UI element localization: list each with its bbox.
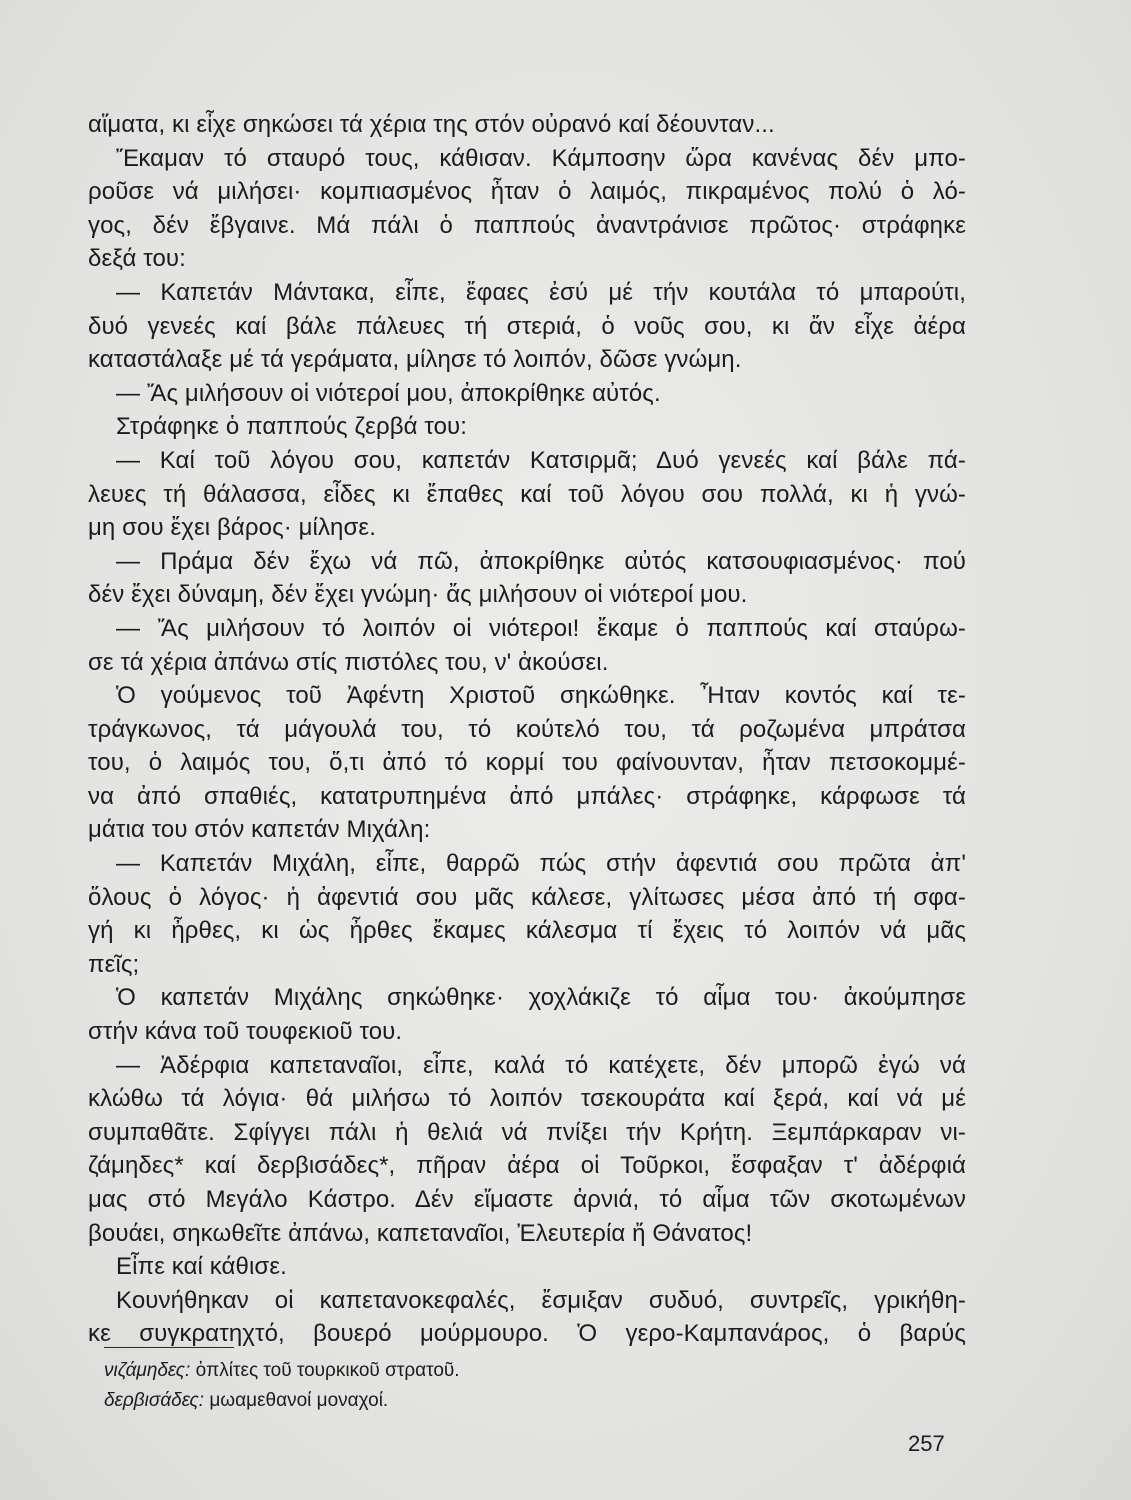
footnote-term: δερβισάδες: [104,1390,205,1411]
footnote [104,1386,804,1416]
text-line: βουάει, σηκωθεῖτε ἀπάνω, καπεταναῖοι, Ἐλευτερία ἤ Θάνατος! [88,1219,753,1247]
text-line: ζάμηδες* καί δερβισάδες*, πῆραν ἀέρα οἱ Τοῦρκοι, ἔσφαξαν τ' ἀδέρφιά [88,1152,966,1180]
text-line: γή κι ἦρθες, κι ὡς ἦρθες ἔκαμες κάλεσμα τί ἔχεις τό λοιπόν νά μᾶς [88,917,966,945]
footnotes [104,1356,804,1416]
text-line: πεῖς; [88,950,140,978]
text-line: ροῦσε νά μιλήσει· κομπιασμένος ἦταν ὁ λαιμός, πικραμένος πολύ ὁ λό- [88,178,966,206]
text-line: αἵματα, κι εἶχε σηκώσει τά χέρια της στόν οὐρανό καί δέουνταν... [88,111,775,138]
text-line: — Πράμα δέν ἔχω νά πῶ, ἀποκρίθηκε αὐτός κατσουφιασμένος· πού [116,547,966,575]
text-line: γος, δέν ἔβγαινε. Μά πάλι ὁ παππούς ἀναντράνισε πρῶτος· στράφηκε [88,211,966,239]
text-line: μας στό Μεγάλο Κάστρο. Δέν εἴμαστε ἀρνιά, τό αἷμα τῶν σκοτωμένων [88,1186,966,1213]
text-line: δυό γενεές καί βάλε πάλευες τή στεριά, ὁ νοῦς σου, κι ἄν εἶχε ἀέρα [88,312,966,340]
text-line: μη σου ἔχει βάρος· μίλησε. [88,514,376,542]
text-line: σε τά χέρια ἀπάνω στίς πιστόλες του, ν' ἀκούσει. [88,648,609,676]
footnote-definition: μωαμεθανοί μοναχοί. [209,1390,389,1411]
text-line: Στράφηκε ὁ παππούς ζερβά του: [116,413,468,441]
body-text [88,108,966,1351]
text-line: Εἶπε καί κάθισε. [116,1253,287,1281]
text-line: δέν ἔχει δύναμη, δέν ἔχει γνώμη· ἄς μιλήσουν οἱ νιότεροί μου. [88,581,748,609]
text-line: Κουνήθηκαν οἱ καπετανοκεφαλές, ἔσμιξαν συδυό, συντρεῖς, γρικήθη- [116,1286,966,1314]
text-line: Ἔκαμαν τό σταυρό τους, κάθισαν. Κάμποσην ὥρα κανένας δέν μπο- [116,144,966,172]
page-number: 257 [908,1431,945,1456]
text-line: Ὁ γούμενος τοῦ Ἀφέντη Χριστοῦ σηκώθηκε. Ἦταν κοντός καί τε- [116,682,966,710]
text-line: κε συγκρατηχτό, βουερό μούρμουρο. Ὁ γερο-Καμπανάρος, ὁ βαρύς [88,1320,966,1348]
text-line: δεξά του: [88,245,186,273]
text-line: ὅλους ὁ λόγος· ἡ ἀφεντιά σου μᾶς κάλεσε, γλίτωσες μέσα ἀπό τή σφα- [88,883,966,911]
text-line: συμπαθᾶτε. Σφίγγει πάλι ἡ θελιά νά πνίξει τήν Κρήτη. Ξεμπάρκαραν νι- [88,1118,966,1146]
text-line: κλώθω τά λόγια· θά μιλήσω τό λοιπόν τσεκουράτα καί ξερά, καί νά μέ [88,1085,966,1113]
text-line: να ἀπό σπαθιές, κατατρυπημένα ἀπό μπάλες· στράφηκε, κάρφωσε τά [88,782,966,810]
text-line: — Καπετάν Μιχάλη, εἶπε, θαρρῶ πώς στήν ἀφεντιά σου πρῶτα ἀπ' [116,850,966,878]
text-line: — Ἄς μιλήσουν τό λοιπόν οἱ νιότεροι! ἔκαμε ὁ παππούς καί σταύρω- [116,614,966,642]
footnote-definition: ὁπλίτες τοῦ τουρκικοῦ στρατοῦ. [195,1360,460,1381]
text-line: τράγκωνος, τά μάγουλά του, τό κούτελό του, τά ροζωμένα μπράτσα [88,715,966,743]
text-line: λευες τή θάλασσα, εἶδες κι ἔπαθες καί τοῦ λόγου σου πολλά, κι ἡ γνώ- [88,480,966,508]
text-line: — Ἀδέρφια καπεταναῖοι, εἶπε, καλά τό κατέχετε, δέν μπορῶ ἐγώ νά [116,1051,966,1079]
footnote-divider [104,1347,234,1348]
footnote-term: νιζάμηδες: [104,1360,191,1381]
text-line: — Καί τοῦ λόγου σου, καπετάν Κατσιρμᾶ; Δυό γενεές καί βάλε πά- [116,446,966,474]
text-line: — Καπετάν Μάντακα, εἶπε, ἔφαες ἐσύ μέ τήν κουτάλα τό μπαρούτι, [116,278,966,306]
text-line: μάτια του στόν καπετάν Μιχάλη: [88,816,431,844]
text-line: — Ἄς μιλήσουν οἱ νιότεροί μου, ἀποκρίθηκε αὐτός. [116,379,661,407]
footnote [104,1356,804,1386]
text-line: του, ὁ λαιμός του, ὅ,τι ἀπό τό κορμί του φαίνουνταν, ἦταν πετσοκομμέ- [88,749,966,777]
text-line: Ὁ καπετάν Μιχάλης σηκώθηκε· χοχλάκιζε τό αἷμα του· ἀκούμπησε [116,984,966,1012]
text-line: στήν κάνα τοῦ τουφεκιοῦ του. [88,1018,403,1046]
text-line: καταστάλαξε μέ τά γεράματα, μίλησε τό λοιπόν, δῶσε γνώμη. [88,346,742,374]
